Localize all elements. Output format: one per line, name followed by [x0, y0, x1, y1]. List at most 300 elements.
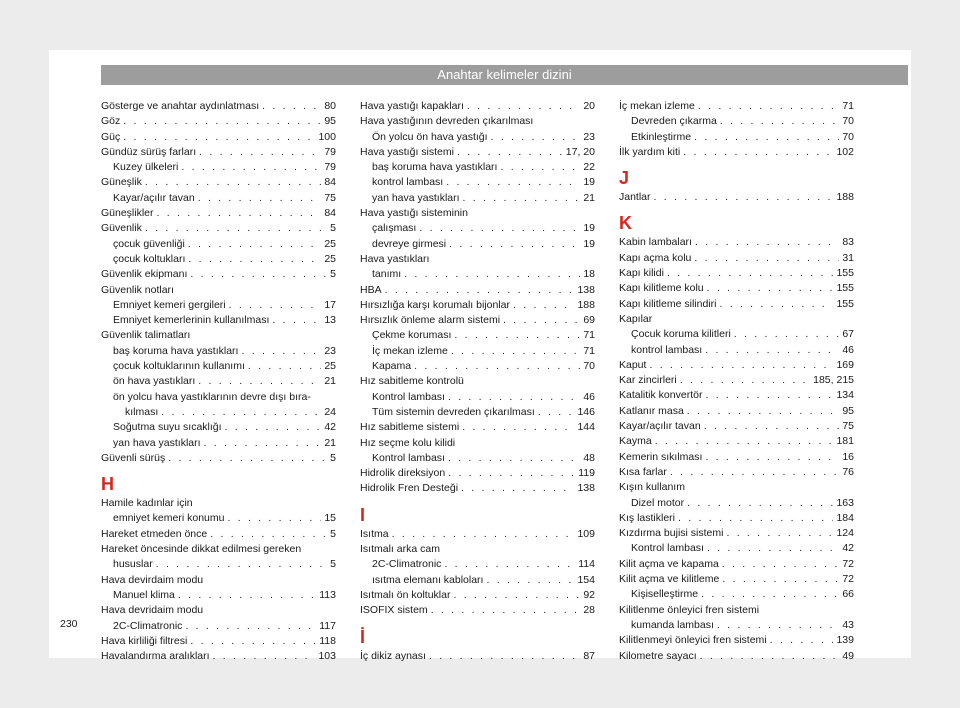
entry-page-ref: 185, 215: [813, 374, 854, 387]
index-entry: [101, 328, 336, 343]
entry-term: Hidrolik Fren Desteği: [360, 482, 459, 495]
entry-term: Güç: [101, 130, 121, 143]
entry-term: yan hava yastıkları: [113, 436, 201, 449]
entry-page-ref: 154: [577, 573, 595, 586]
entry-page-ref: 109: [577, 527, 595, 540]
index-subentry: [101, 374, 336, 389]
entry-page-ref: 17: [324, 298, 336, 311]
leader-dots: [722, 557, 840, 572]
entry-term: Isıtmalı arka cam: [360, 543, 440, 556]
entry-page-ref: 87: [583, 649, 595, 662]
index-entry: [619, 251, 854, 266]
index-entry: [360, 466, 595, 481]
entry-term: Tüm sistemin devreden çıkarılması: [372, 405, 535, 418]
section-letter: H: [101, 474, 114, 495]
entry-page-ref: 46: [583, 390, 595, 403]
entry-page-ref: 155: [836, 267, 854, 280]
entry-term: yan hava yastıkları: [372, 191, 460, 204]
index-entry: [101, 573, 336, 588]
entry-term: Güvenli sürüş: [101, 451, 166, 464]
index-subentry: [101, 420, 336, 435]
index-entry: [360, 252, 595, 267]
index-entry: [101, 649, 336, 664]
entry-term: Kişiselleştirme: [631, 588, 699, 601]
entry-page-ref: 70: [842, 130, 854, 143]
entry-page-ref: 67: [842, 328, 854, 341]
entry-page-ref: 113: [319, 588, 336, 601]
index-entry: [360, 313, 595, 328]
leader-dots: [448, 390, 580, 405]
leader-dots: [392, 527, 575, 542]
leader-dots: [678, 511, 833, 526]
entry-term: Hava kirliliği filtresi: [101, 634, 188, 647]
index-entry: [360, 436, 595, 451]
leader-dots: [185, 619, 316, 634]
leader-dots: [486, 573, 574, 588]
leader-dots: [538, 405, 575, 420]
index-entry: [619, 358, 854, 373]
entry-term: ısıtma elemanı kabloları: [372, 573, 484, 586]
leader-dots: [229, 298, 322, 313]
entry-page-ref: 23: [583, 130, 595, 143]
leader-dots: [178, 588, 316, 603]
index-subentry: [101, 511, 336, 526]
entry-term: HBA: [360, 283, 382, 296]
entry-page-ref: 42: [324, 421, 336, 434]
leader-dots: [198, 191, 322, 206]
leader-dots: [404, 267, 580, 282]
entry-page-ref: 169: [836, 358, 854, 371]
entry-page-ref: 75: [324, 191, 336, 204]
index-entry: [101, 114, 336, 129]
index-entry: [619, 434, 854, 449]
entry-term: Kayar/açılır tavan: [619, 420, 701, 433]
entry-term: Isıtmalı ön koltuklar: [360, 588, 451, 601]
entry-page-ref: 144: [577, 421, 595, 434]
entry-term: İç mekan izleme: [372, 344, 448, 357]
leader-dots: [431, 603, 581, 618]
entry-term: Hırsızlık önleme alarm sistemi: [360, 314, 501, 327]
entry-term: Kemerin sıkılması: [619, 450, 703, 463]
index-subentry: [360, 405, 595, 420]
entry-term: İç dikiz aynası: [360, 649, 426, 662]
entry-page-ref: 28: [583, 604, 595, 617]
index-entry: [619, 633, 854, 648]
index-entry: [101, 283, 336, 298]
entry-term: Hava yastığı sisteminin: [360, 207, 468, 220]
index-entry: [360, 603, 595, 618]
leader-dots: [446, 175, 580, 190]
entry-page-ref: 146: [577, 405, 595, 418]
entry-page-ref: 155: [836, 297, 854, 310]
index-entry: [619, 480, 854, 495]
index-entry: [360, 283, 595, 298]
entry-page-ref: 13: [324, 314, 336, 327]
page-number: 230: [60, 618, 78, 630]
entry-page-ref: 42: [842, 542, 854, 555]
section-letter: İ: [360, 626, 366, 647]
index-entry: [360, 114, 595, 129]
index-subentry: [619, 496, 854, 511]
entry-term: Hız sabitleme kontrolü: [360, 375, 464, 388]
entry-term: Kapılar: [619, 312, 653, 325]
leader-dots: [190, 267, 327, 282]
leader-dots: [500, 160, 580, 175]
index-entry: [619, 312, 854, 327]
leader-dots: [157, 206, 322, 221]
leader-dots: [503, 313, 580, 328]
leader-dots: [188, 237, 322, 252]
entry-page-ref: 25: [324, 237, 336, 250]
entry-term: Kısa farlar: [619, 465, 667, 478]
entry-term: kontrol lambası: [372, 176, 444, 189]
entry-term: Kaput: [619, 358, 647, 371]
entry-page-ref: 20: [583, 100, 595, 112]
entry-term: Kış lastikleri: [619, 511, 676, 524]
entry-page-ref: 76: [842, 465, 854, 478]
entry-page-ref: 66: [842, 588, 854, 601]
index-subentry: [619, 327, 854, 342]
entry-page-ref: 188: [577, 298, 595, 311]
index-subentry: [360, 390, 595, 405]
entry-page-ref: 117: [319, 619, 336, 632]
entry-term: Soğutma suyu sıcaklığı: [113, 421, 222, 434]
entry-term: Hava devirdaim modu: [101, 573, 204, 586]
index-subentry: [101, 619, 336, 634]
leader-dots: [448, 466, 575, 481]
entry-term: kumanda lambası: [631, 618, 714, 631]
entry-term: Kontrol lambası: [372, 451, 445, 464]
index-entry: [619, 373, 854, 388]
index-entry: [619, 526, 854, 541]
entry-term: Hız seçme kolu kilidi: [360, 436, 456, 449]
entry-term: Kapı kilitleme kolu: [619, 282, 704, 295]
index-entry: [101, 634, 336, 649]
index-subentry: [101, 252, 336, 267]
leader-dots: [457, 145, 563, 160]
index-entry: [101, 603, 336, 618]
leader-dots: [123, 114, 321, 129]
index-entry: [619, 450, 854, 465]
leader-dots: [181, 160, 321, 175]
entry-page-ref: 70: [842, 115, 854, 128]
leader-dots: [654, 190, 834, 205]
entry-term: Güneşlikler: [101, 207, 154, 220]
index-subentry: [619, 618, 854, 633]
index-entry: [101, 496, 336, 511]
entry-page-ref: 17, 20: [565, 145, 595, 158]
leader-dots: [694, 251, 839, 266]
entry-page-ref: 188: [836, 191, 854, 204]
entry-term: çocuk koltuklarının kullanımı: [113, 360, 245, 373]
entry-page-ref: 69: [583, 314, 595, 327]
entry-page-ref: 48: [583, 451, 595, 464]
index-entry: [101, 267, 336, 282]
entry-page-ref: 103: [318, 650, 336, 663]
index-entry: [360, 206, 595, 221]
entry-term: Çocuk koruma kilitleri: [631, 328, 731, 341]
leader-dots: [680, 373, 810, 388]
entry-page-ref: 83: [842, 236, 854, 249]
entry-term: Kızdırma bujisi sistemi: [619, 527, 724, 540]
entry-page-ref: 23: [324, 344, 336, 357]
leader-dots: [467, 99, 580, 114]
leader-dots: [168, 451, 327, 466]
index-entry: [360, 99, 595, 114]
leader-dots: [444, 557, 575, 572]
entry-term: Hava yastığı sistemi: [360, 145, 454, 158]
index-subentry: [619, 587, 854, 602]
entry-page-ref: 70: [583, 360, 595, 373]
leader-dots: [241, 344, 321, 359]
leader-dots: [461, 481, 574, 496]
entry-page-ref: 114: [578, 558, 595, 571]
entry-term: Emniyet kemeri gergileri: [113, 298, 226, 311]
entry-term: Hareket etmeden önce: [101, 527, 208, 540]
entry-page-ref: 24: [324, 405, 336, 418]
index-entry: [619, 465, 854, 480]
leader-dots: [705, 343, 839, 358]
index-subentry: [360, 130, 595, 145]
index-subentry: [360, 451, 595, 466]
leader-dots: [448, 451, 580, 466]
entry-term: İç mekan izleme: [619, 100, 695, 112]
entry-term: emniyet kemeri konumu: [113, 512, 225, 525]
index-subentry: [101, 436, 336, 451]
entry-term: Kayma: [619, 435, 652, 448]
leader-dots: [720, 114, 840, 129]
leader-dots: [210, 527, 327, 542]
index-entry: [360, 649, 595, 664]
entry-term: Göz: [101, 115, 121, 128]
entry-page-ref: 75: [842, 420, 854, 433]
index-column-2: [360, 99, 595, 664]
entry-page-ref: 124: [836, 527, 854, 540]
index-column-1: [101, 99, 336, 664]
leader-dots: [204, 436, 322, 451]
entry-page-ref: 155: [836, 282, 854, 295]
leader-dots: [717, 618, 839, 633]
entry-page-ref: 5: [330, 268, 336, 281]
entry-term: Manuel klima: [113, 588, 175, 601]
index-entry: [619, 281, 854, 296]
entry-term: Kilit açma ve kapama: [619, 557, 719, 570]
leader-dots: [199, 145, 321, 160]
index-entry: [619, 297, 854, 312]
leader-dots: [687, 404, 840, 419]
leader-dots: [453, 588, 580, 603]
leader-dots: [687, 496, 833, 511]
index-entry: [101, 175, 336, 190]
entry-term: tanımı: [372, 268, 402, 281]
index-entry: [360, 527, 595, 542]
entry-term: kılması: [125, 405, 159, 418]
leader-dots: [248, 359, 321, 374]
index-subentry: [360, 237, 595, 252]
index-subentry: [360, 359, 595, 374]
entry-term: Güvenlik talimatları: [101, 329, 191, 342]
entry-term: Kontrol lambası: [372, 390, 445, 403]
entry-term: Ön yolcu ön hava yastığı: [372, 130, 488, 143]
entry-page-ref: 5: [330, 222, 336, 235]
leader-dots: [463, 191, 581, 206]
entry-term: ISOFIX sistem: [360, 604, 428, 617]
leader-dots: [670, 465, 839, 480]
entry-term: Hız sabitleme sistemi: [360, 421, 460, 434]
entry-page-ref: 118: [319, 634, 336, 647]
entry-page-ref: 79: [324, 161, 336, 174]
leader-dots: [145, 175, 321, 190]
index-entry: [619, 649, 854, 664]
leader-dots: [145, 221, 327, 236]
entry-page-ref: 21: [324, 375, 336, 388]
index-entry: [101, 99, 336, 114]
entry-term: Gösterge ve anahtar aydınlatması: [101, 100, 260, 112]
entry-page-ref: 139: [836, 634, 854, 647]
entry-term: Gündüz sürüş farları: [101, 145, 197, 158]
entry-term: çalışması: [372, 222, 417, 235]
leader-dots: [655, 434, 834, 449]
entry-page-ref: 119: [578, 467, 595, 480]
entry-term: Güneşlik: [101, 176, 142, 189]
entry-term: Hava yastıkları: [360, 252, 430, 265]
index-subentry: [101, 405, 336, 420]
entry-term: Havalandırma aralıkları: [101, 650, 210, 663]
entry-page-ref: 71: [583, 329, 595, 342]
leader-dots: [700, 649, 840, 664]
index-subentry: [360, 573, 595, 588]
entry-term: Katlanır masa: [619, 404, 684, 417]
entry-page-ref: 49: [842, 649, 854, 662]
index-subentry: [101, 313, 336, 328]
leader-dots: [705, 388, 833, 403]
entry-page-ref: 163: [836, 496, 854, 509]
leader-dots: [707, 281, 834, 296]
index-subentry: [619, 541, 854, 556]
entry-page-ref: 18: [583, 268, 595, 281]
leader-dots: [491, 130, 581, 145]
leader-dots: [694, 130, 839, 145]
entry-term: hususlar: [113, 558, 153, 571]
leader-dots: [451, 344, 580, 359]
entry-page-ref: 19: [583, 237, 595, 250]
entry-page-ref: 43: [842, 618, 854, 631]
entry-page-ref: 84: [324, 207, 336, 220]
leader-dots: [704, 419, 840, 434]
leader-dots: [705, 450, 839, 465]
entry-page-ref: 25: [324, 252, 336, 265]
entry-term: ön hava yastıkları: [113, 375, 196, 388]
entry-term: Etkinleştirme: [631, 130, 692, 143]
index-subentry: [360, 267, 595, 282]
index-subentry: [101, 298, 336, 313]
index-subentry: [101, 557, 336, 572]
leader-dots: [707, 541, 839, 556]
index-subentry: [101, 359, 336, 374]
entry-page-ref: 25: [324, 360, 336, 373]
leader-dots: [770, 633, 834, 648]
entry-term: Güvenlik: [101, 222, 142, 235]
index-subentry: [360, 160, 595, 175]
index-entry: [360, 298, 595, 313]
entry-term: Hava devridaim modu: [101, 604, 204, 617]
index-entry: [101, 130, 336, 145]
leader-dots: [701, 587, 839, 602]
entry-page-ref: 19: [583, 176, 595, 189]
entry-term: Kışın kullanım: [619, 481, 685, 494]
entry-term: Güvenlik notları: [101, 283, 174, 296]
entry-term: Kapama: [372, 360, 412, 373]
entry-term: Hava yastığının devreden çıkarılması: [360, 115, 534, 128]
entry-term: çocuk güvenliği: [113, 237, 185, 250]
index-entry: [360, 145, 595, 160]
index-subentry: [101, 390, 336, 405]
leader-dots: [385, 283, 575, 298]
index-entry: [101, 221, 336, 236]
leader-dots: [227, 511, 321, 526]
entry-page-ref: 71: [583, 344, 595, 357]
entry-term: Kapı kilidi: [619, 267, 664, 280]
entry-term: İlk yardım kiti: [619, 145, 681, 158]
entry-page-ref: 95: [842, 404, 854, 417]
leader-dots: [683, 145, 833, 160]
leader-dots: [161, 405, 321, 420]
entry-page-ref: 72: [842, 557, 854, 570]
entry-page-ref: 100: [318, 130, 336, 143]
entry-term: kontrol lambası: [631, 343, 703, 356]
entry-page-ref: 22: [583, 161, 595, 174]
index-subentry: [619, 114, 854, 129]
index-entry: [619, 404, 854, 419]
index-entry: [619, 99, 854, 114]
entry-term: Hava yastığı kapakları: [360, 100, 464, 112]
entry-page-ref: 71: [842, 100, 854, 112]
index-subentry: [360, 221, 595, 236]
leader-dots: [462, 420, 574, 435]
entry-term: Kapı kilitleme silindiri: [619, 297, 717, 310]
index-entry: [360, 542, 595, 557]
entry-term: Hareket öncesinde dikkat edilmesi gereken: [101, 543, 302, 556]
section-letter: K: [619, 213, 632, 234]
entry-page-ref: 92: [583, 588, 595, 601]
index-subentry: [619, 130, 854, 145]
entry-page-ref: 181: [836, 435, 854, 448]
index-entry: [619, 190, 854, 205]
entry-term: Kilitlenmeyi önleyici fren sistemi: [619, 634, 767, 647]
index-entry: [101, 206, 336, 221]
entry-term: 2C-Climatronic: [372, 558, 442, 571]
index-entry: [360, 374, 595, 389]
leader-dots: [225, 420, 322, 435]
entry-term: Devreden çıkarma: [631, 115, 717, 128]
index-subentry: [619, 343, 854, 358]
page-header-title: Anahtar kelimeler dizini: [101, 65, 908, 85]
leader-dots: [429, 649, 580, 664]
entry-term: Katalitik konvertör: [619, 389, 703, 402]
entry-page-ref: 31: [842, 251, 854, 264]
index-subentry: [360, 557, 595, 572]
leader-dots: [649, 358, 833, 373]
leader-dots: [454, 328, 580, 343]
entry-term: baş koruma hava yastıkları: [372, 161, 498, 174]
entry-term: Kontrol lambası: [631, 542, 704, 555]
entry-page-ref: 5: [330, 558, 336, 571]
entry-term: Kuzey ülkeleri: [113, 161, 179, 174]
entry-term: ön yolcu hava yastıklarının devre dışı bıra-: [113, 390, 311, 403]
leader-dots: [419, 221, 580, 236]
leader-dots: [667, 266, 834, 281]
entry-page-ref: 184: [836, 511, 854, 524]
